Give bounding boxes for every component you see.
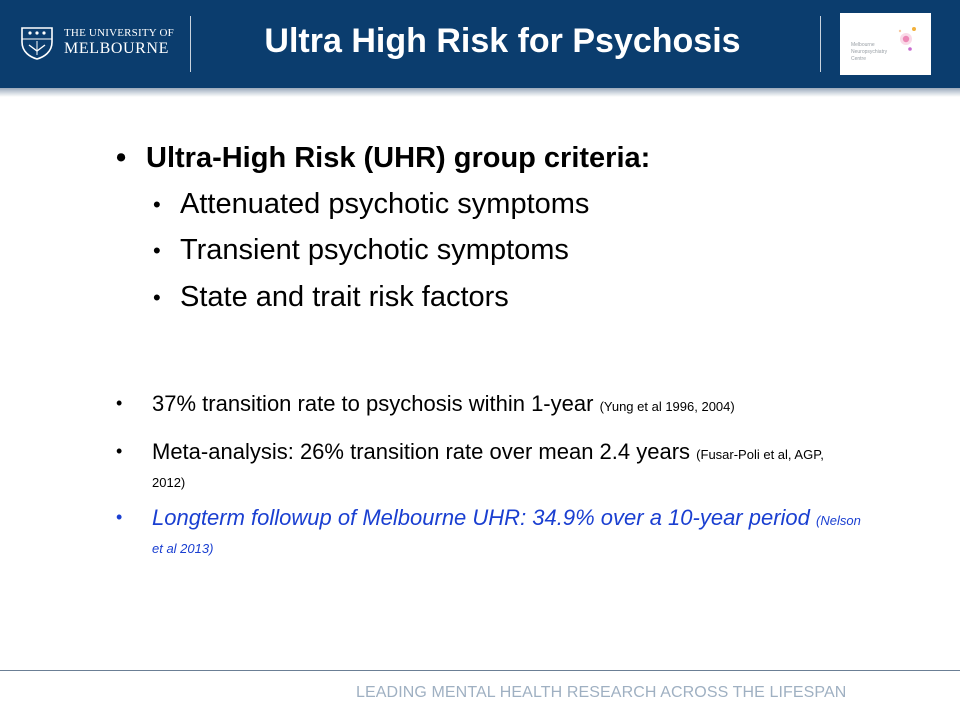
slide-title: Ultra High Risk for Psychosis [264, 22, 741, 60]
footer-tagline: LEADING MENTAL HEALTH RESEARCH ACROSS THE LIFESPAN [356, 684, 847, 701]
centre-line-1: Melbourne [851, 42, 875, 48]
bullet-marker: • [116, 393, 123, 413]
centre-line-3: Centre [851, 56, 867, 62]
bullet-marker: • [116, 507, 123, 527]
finding-text: 37% transition rate to psychosis within 1-year [152, 391, 594, 416]
bullet-marker: • [116, 142, 127, 174]
header-shadow [0, 88, 960, 97]
centre-line-2: Neuropsychiatry [851, 49, 888, 55]
finding-citation: (Nelson et al 2013) [152, 513, 861, 556]
finding-text: Meta-analysis: 26% transition rate over mean 2.4 years [152, 439, 691, 464]
finding-body [152, 439, 858, 495]
finding-body [152, 505, 864, 561]
university-logo [18, 22, 188, 66]
footer-divider [0, 670, 960, 671]
criteria-item-text: Transient psychotic symptoms [180, 234, 569, 266]
bullet-marker: • [116, 441, 123, 461]
university-top-label: THE UNIVERSITY OF [64, 27, 174, 39]
finding-citation: (Fusar-Poli et al, AGP, 2012) [152, 447, 824, 490]
header-divider-right [820, 16, 821, 72]
header-divider-left [190, 16, 191, 72]
neuropsychiatry-centre-logo [840, 13, 931, 75]
university-crest-icon [18, 24, 56, 60]
finding-citation: (Yung et al 1996, 2004) [599, 399, 735, 414]
criteria-item-text: State and trait risk factors [180, 281, 509, 313]
header-bar [0, 0, 960, 88]
bullet-marker: • [153, 285, 161, 310]
criteria-item-text: Attenuated psychotic symptoms [180, 188, 590, 220]
criteria-heading: Ultra-High Risk (UHR) group criteria: [146, 142, 651, 174]
finding-text: Longterm followup of Melbourne UHR: 34.9% over a 10-year period [152, 505, 810, 530]
finding-body [152, 391, 872, 419]
bullet-marker: • [153, 238, 161, 263]
centre-logo-dots-icon [894, 23, 928, 59]
bullet-marker: • [153, 192, 161, 217]
university-name: MELBOURNE [64, 40, 169, 57]
